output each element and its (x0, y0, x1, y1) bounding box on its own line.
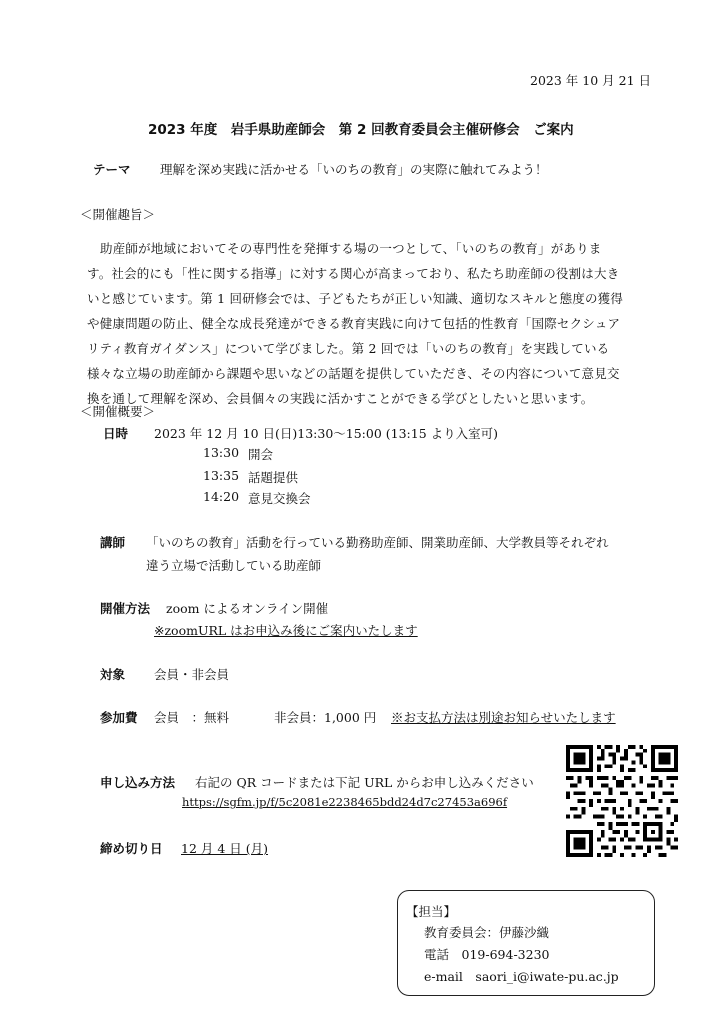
contact-email[interactable]: e-mail saori_i@iwate-pu.ac.jp (424, 969, 619, 984)
purpose-line: す。社会的にも「性に関する指導」に対する関心が高まっており、私たち助産師の役割は大き (87, 266, 620, 281)
apply-label: 申し込み方法 (100, 775, 176, 790)
schedule-time: 14:20 (203, 489, 240, 504)
schedule-time: 13:35 (203, 468, 240, 483)
theme-text: 理解を深め実践に活かせる「いのちの教育」の実際に触れてみよう！ (160, 162, 548, 177)
purpose-heading: ＜開催趣旨＞ (80, 207, 156, 222)
fee-label: 参加費 (100, 710, 138, 725)
fee-member: 会員 ：無料 (154, 710, 230, 725)
purpose-line: 様々な立場の助産師から課題や思いなどの話題を提供していただき、その内容について意見交 (87, 366, 620, 381)
document-title: 2023 年度 岩手県助産師会 第 2 回教育委員会主催研修会 ご案内 (148, 122, 574, 138)
deadline-value: 12 月 4 日 (月) (181, 841, 269, 856)
datetime-value: 2023 年 12 月 10 日(日)13:30〜15:00 (13:15 より入室可) (154, 426, 499, 441)
fee-nonmember: 非会員：1,000 円 (274, 710, 377, 725)
overview-heading: ＜開催概要＞ (80, 404, 156, 419)
theme-label: テーマ (93, 162, 131, 177)
apply-value: 右記の QR コードまたは下記 URL からお申し込みください (195, 775, 534, 790)
qr-code[interactable] (566, 745, 678, 857)
schedule-item: 意見交換会 (248, 491, 311, 506)
target-value: 会員・非会員 (154, 667, 230, 682)
datetime-label: 日時 (103, 426, 129, 441)
purpose-line: リティ教育ガイダンス」について学びました。第 2 回では「いのちの教育」を実践している (87, 341, 610, 356)
contact-phone: 電話 019-694-3230 (424, 947, 550, 962)
purpose-line: や健康問題の防止、健全な成長発達ができる教育実践に向けて包括的性教育「国際セクシュア (87, 316, 621, 331)
purpose-line: 助産師が地域においてその専門性を発揮する場の一つとして、「いのちの教育」がありま (100, 241, 602, 256)
fee-note: ※お支払方法は別途お知らせいたします (391, 710, 616, 725)
purpose-paragraph (87, 236, 667, 411)
deadline-label: 締め切り日 (100, 841, 163, 856)
contact-heading: 【担当】 (406, 904, 457, 919)
schedule-item: 開会 (248, 447, 274, 462)
target-label: 対象 (100, 667, 126, 682)
method-note: ※zoomURL はお申込み後にご案内いたします (154, 623, 418, 638)
contact-person: 教育委員会：伊藤沙織 (424, 925, 550, 940)
schedule-item: 話題提供 (248, 470, 299, 485)
apply-url-link[interactable]: https://sgfm.jp/f/5c2081e2238465bdd24d7c27453a696f (182, 795, 508, 809)
purpose-line: 換を通して理解を深め、会員個々の実践に活かすことができる学びとしたいと思います。 (87, 391, 594, 406)
method-label: 開催方法 (100, 601, 151, 616)
lecturer-line: 違う立場で活動している助産師 (146, 558, 322, 573)
method-value: zoom によるオンライン開催 (166, 601, 329, 616)
purpose-line: いと感じています。第 1 回研修会では、子どもたちが正しい知識、適切なスキルと態度の獲得 (87, 291, 624, 306)
lecturer-line: 「いのちの教育」活動を行っている勤務助産師、開業助産師、大学教員等それぞれ (146, 535, 609, 550)
document-date: 2023 年 10 月 21 日 (530, 73, 651, 88)
schedule-time: 13:30 (203, 445, 240, 460)
lecturer-label: 講師 (100, 535, 126, 550)
